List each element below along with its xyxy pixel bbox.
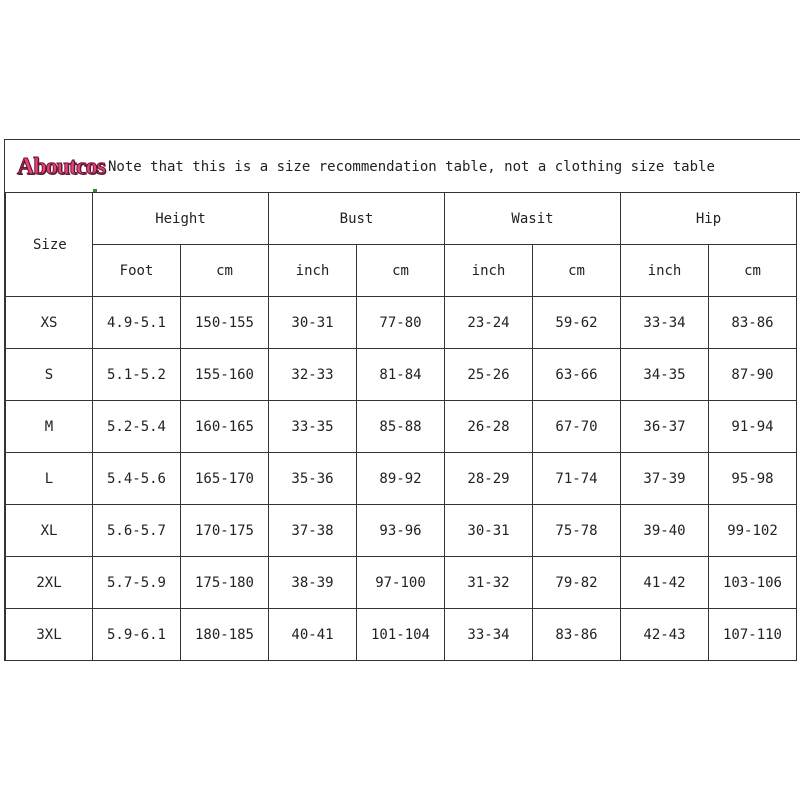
value-cell: 5.4-5.6	[93, 453, 181, 505]
value-cell: 5.2-5.4	[93, 401, 181, 453]
table-row	[6, 609, 797, 661]
value-cell: 150-155	[181, 297, 269, 349]
value-cell: 30-31	[445, 505, 533, 557]
value-cell: 33-34	[621, 297, 709, 349]
value-cell: 107-110	[709, 609, 797, 661]
value-cell: 75-78	[533, 505, 621, 557]
value-cell: 59-62	[533, 297, 621, 349]
value-cell: 97-100	[357, 557, 445, 609]
value-cell: 175-180	[181, 557, 269, 609]
brand-logo: Aboutcos	[17, 154, 106, 180]
value-cell: 33-34	[445, 609, 533, 661]
value-cell: 79-82	[533, 557, 621, 609]
value-cell: 4.9-5.1	[93, 297, 181, 349]
value-cell: 71-74	[533, 453, 621, 505]
height-cm-unit: cm	[181, 245, 269, 297]
value-cell: 93-96	[357, 505, 445, 557]
value-cell: 34-35	[621, 349, 709, 401]
value-cell: 32-33	[269, 349, 357, 401]
value-cell: 23-24	[445, 297, 533, 349]
value-cell: 103-106	[709, 557, 797, 609]
title-banner	[5, 140, 800, 193]
value-cell: 35-36	[269, 453, 357, 505]
hip-cm-unit: cm	[709, 245, 797, 297]
waist-cm-unit: cm	[533, 245, 621, 297]
value-cell: 67-70	[533, 401, 621, 453]
value-cell: 99-102	[709, 505, 797, 557]
value-cell: 41-42	[621, 557, 709, 609]
unit-header-row	[6, 245, 797, 297]
value-cell: 38-39	[269, 557, 357, 609]
size-cell: 2XL	[6, 557, 93, 609]
value-cell: 5.1-5.2	[93, 349, 181, 401]
size-note: Note that this is a size recommendation table, not a clothing size table	[108, 159, 715, 175]
bust-group-header: Bust	[269, 193, 445, 245]
hip-group-header: Hip	[621, 193, 797, 245]
value-cell: 28-29	[445, 453, 533, 505]
table-row	[6, 557, 797, 609]
bust-cm-unit: cm	[357, 245, 445, 297]
value-cell: 30-31	[269, 297, 357, 349]
value-cell: 5.9-6.1	[93, 609, 181, 661]
bust-inch-unit: inch	[269, 245, 357, 297]
value-cell: 95-98	[709, 453, 797, 505]
value-cell: 63-66	[533, 349, 621, 401]
value-cell: 83-86	[533, 609, 621, 661]
size-cell: XL	[6, 505, 93, 557]
value-cell: 85-88	[357, 401, 445, 453]
table-row	[6, 505, 797, 557]
size-chart-sheet	[4, 139, 800, 661]
waist-inch-unit: inch	[445, 245, 533, 297]
value-cell: 83-86	[709, 297, 797, 349]
value-cell: 81-84	[357, 349, 445, 401]
value-cell: 25-26	[445, 349, 533, 401]
waist-group-header: Wasit	[445, 193, 621, 245]
value-cell: 77-80	[357, 297, 445, 349]
value-cell: 87-90	[709, 349, 797, 401]
table-row	[6, 453, 797, 505]
size-cell: S	[6, 349, 93, 401]
value-cell: 155-160	[181, 349, 269, 401]
table-row	[6, 349, 797, 401]
value-cell: 42-43	[621, 609, 709, 661]
height-foot-unit: Foot	[93, 245, 181, 297]
table-row	[6, 297, 797, 349]
value-cell: 36-37	[621, 401, 709, 453]
value-cell: 37-38	[269, 505, 357, 557]
hip-inch-unit: inch	[621, 245, 709, 297]
value-cell: 101-104	[357, 609, 445, 661]
table-row	[6, 401, 797, 453]
value-cell: 165-170	[181, 453, 269, 505]
value-cell: 91-94	[709, 401, 797, 453]
size-column-header: Size	[6, 193, 93, 297]
size-table	[5, 192, 797, 661]
value-cell: 160-165	[181, 401, 269, 453]
group-header-row	[6, 193, 797, 245]
size-cell: 3XL	[6, 609, 93, 661]
value-cell: 89-92	[357, 453, 445, 505]
value-cell: 33-35	[269, 401, 357, 453]
size-cell: XS	[6, 297, 93, 349]
value-cell: 5.7-5.9	[93, 557, 181, 609]
value-cell: 40-41	[269, 609, 357, 661]
value-cell: 31-32	[445, 557, 533, 609]
size-cell: M	[6, 401, 93, 453]
height-group-header: Height	[93, 193, 269, 245]
size-cell: L	[6, 453, 93, 505]
value-cell: 39-40	[621, 505, 709, 557]
value-cell: 26-28	[445, 401, 533, 453]
value-cell: 170-175	[181, 505, 269, 557]
value-cell: 180-185	[181, 609, 269, 661]
value-cell: 37-39	[621, 453, 709, 505]
value-cell: 5.6-5.7	[93, 505, 181, 557]
